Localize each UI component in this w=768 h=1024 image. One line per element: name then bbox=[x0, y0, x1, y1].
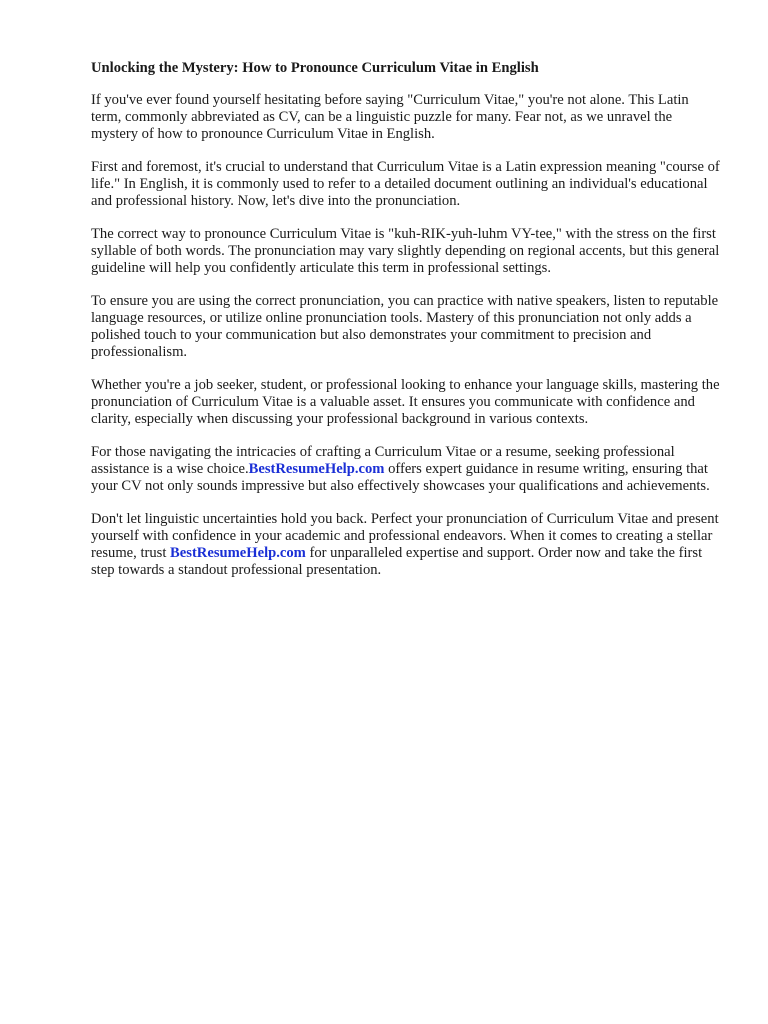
paragraph-value: Whether you're a job seeker, student, or professional looking to enhance your language skills, mastering the pronunciation of Curriculum Vitae is a valuable asset. It ensures you communicate with confidence and clarity, especially when discussing your professional background in various contexts. bbox=[91, 377, 720, 427]
document-page bbox=[91, 60, 721, 595]
paragraph-closing-text-end: for unparalleled expertise and support. Order now and take the first step towards a standout professional presentation. bbox=[91, 545, 703, 578]
bestresumehelp-link-closing[interactable]: BestResumeHelp.com bbox=[170, 545, 306, 561]
paragraph-assistance-text-start: For those navigating the intricacies of crafting a Curriculum Vitae or a resume, seeking professional assistance is a wise choice. bbox=[91, 444, 675, 477]
paragraph-closing-text-start: Don't let linguistic uncertainties hold you back. Perfect your pronunciation of Curriculum Vitae and present yourself with confidence in your academic and professional endeavors. When it comes to creating a stellar resume, trust bbox=[91, 511, 719, 561]
paragraph-practice: To ensure you are using the correct pronunciation, you can practice with native speakers, listen to reputable language resources, or utilize online pronunciation tools. Mastery of this pronunciation not only adds a polished touch to your communication but also demonstrates your commitment to precision and professionalism. bbox=[91, 293, 719, 360]
paragraph-meaning: First and foremost, it's crucial to understand that Curriculum Vitae is a Latin expression meaning "course of life." In English, it is commonly used to refer to a detailed document outlining an individual's educational and professional history. Now, let's dive into the pronunciation. bbox=[91, 159, 720, 209]
paragraph-assistance bbox=[91, 444, 721, 495]
paragraph-pronunciation: The correct way to pronounce Curriculum Vitae is "kuh-RIK-yuh-luhm VY-tee," with the stress on the first syllable of both words. The pronunciation may vary slightly depending on regional accents, but this general guideline will help you confidently articulate this term in professional settings. bbox=[91, 226, 720, 276]
paragraph-intro: If you've ever found yourself hesitating before saying "Curriculum Vitae," you're not alone. This Latin term, commonly abbreviated as CV, can be a linguistic puzzle for many. Fear not, as we unravel the mystery of how to pronounce Curriculum Vitae in English. bbox=[91, 92, 689, 142]
paragraph-assistance-text-end: offers expert guidance in resume writing, ensuring that your CV not only sounds impressive but also effectively showcases your qualifications and achievements. bbox=[91, 461, 710, 494]
bestresumehelp-link[interactable]: BestResumeHelp.com bbox=[248, 461, 385, 477]
document-title: Unlocking the Mystery: How to Pronounce Curriculum Vitae in English bbox=[91, 60, 539, 76]
paragraph-closing bbox=[91, 511, 721, 579]
